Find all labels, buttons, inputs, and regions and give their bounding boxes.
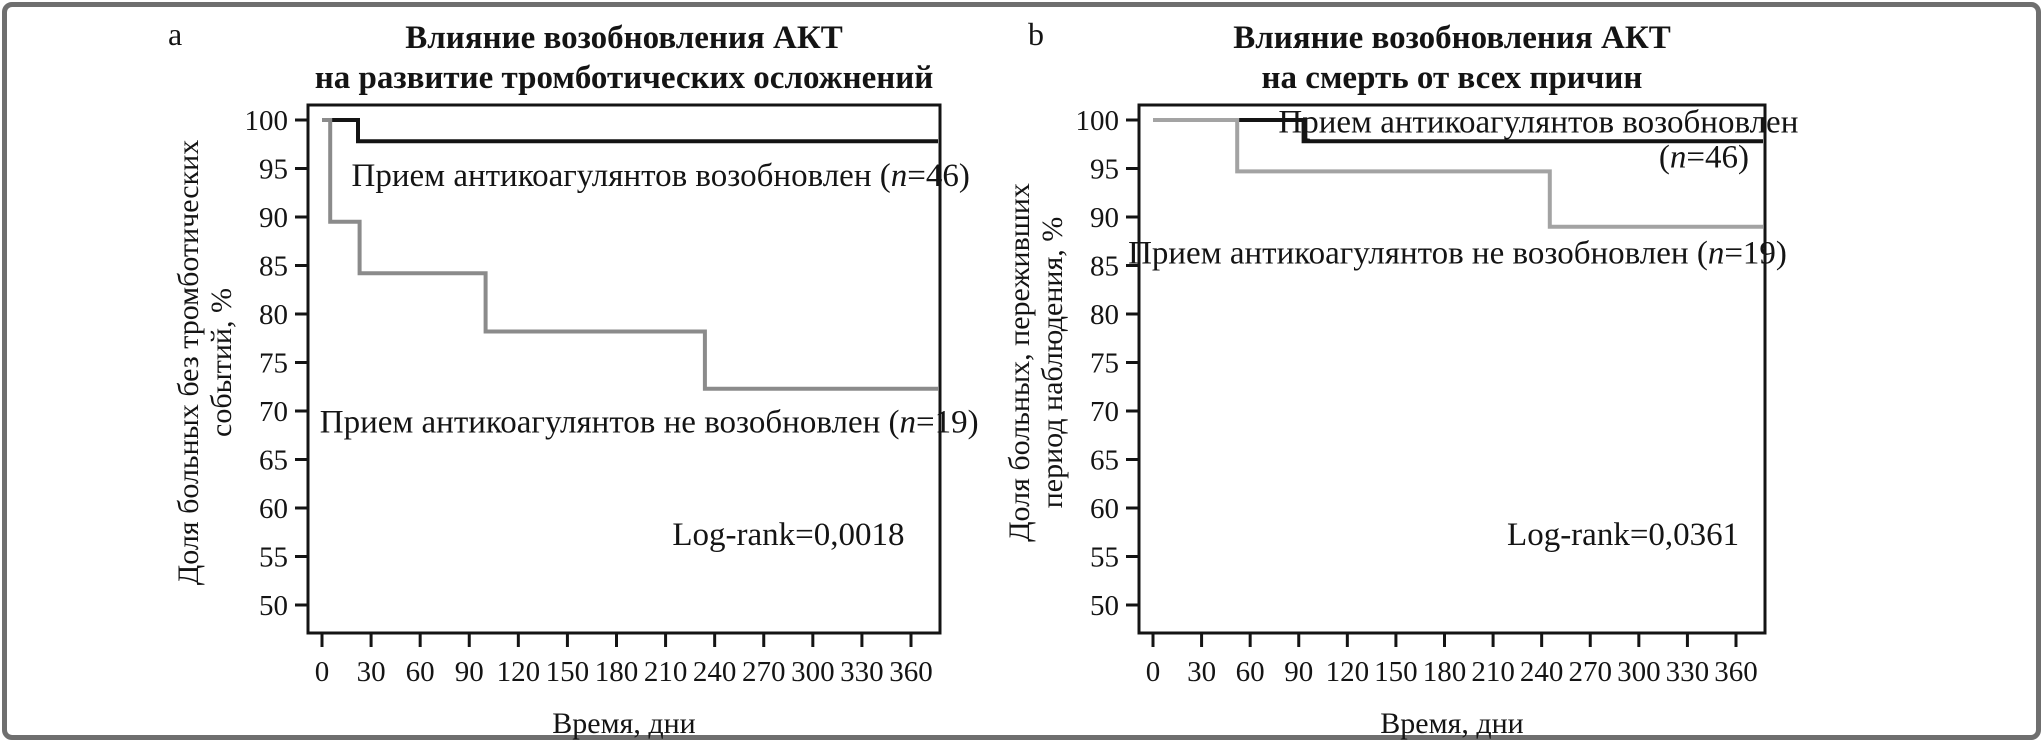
y-tick-label: 100 <box>244 105 288 137</box>
x-tick-label: 270 <box>1568 656 1612 688</box>
y-tick-label: 75 <box>1090 347 1119 380</box>
y-tick-label: 70 <box>259 396 288 428</box>
panel-b-title-line1: Влияние возобновления АКТ <box>1233 20 1671 56</box>
panel-a-title-line1: Влияние возобновления АКТ <box>405 20 843 56</box>
x-tick-label: 30 <box>1187 656 1217 688</box>
x-tick-label: 90 <box>454 656 484 688</box>
x-tick-label: 240 <box>1519 656 1564 688</box>
y-axis-title-line: событий, % <box>205 288 238 437</box>
y-tick-label: 95 <box>259 153 288 186</box>
y-tick-label: 85 <box>1090 250 1119 283</box>
x-tick-label: 120 <box>1325 656 1370 688</box>
y-axis <box>172 105 308 622</box>
x-tick-label: 90 <box>1284 656 1314 688</box>
x-tick-label: 240 <box>692 656 737 688</box>
x-axis-title: Время, дни <box>1380 707 1524 740</box>
x-tick-label: 330 <box>1665 656 1710 688</box>
y-axis-title-line: период наблюдения, % <box>1036 216 1069 509</box>
x-tick-label: 180 <box>594 656 639 688</box>
survival-curve-resumed <box>322 120 938 141</box>
panel-b-title-line2: на смерть от всех причин <box>1261 60 1643 96</box>
y-tick-label: 50 <box>1090 590 1119 622</box>
panel-b-letter: b <box>1028 16 1044 52</box>
series-label-resumed: (n=46) <box>1658 139 1749 176</box>
y-tick-label: 70 <box>1090 396 1119 428</box>
x-tick-label: 120 <box>496 656 541 688</box>
y-tick-label: 60 <box>259 493 288 525</box>
y-tick-label: 65 <box>1090 444 1119 477</box>
panel-a-title-line2: на развитие тромботических осложнений <box>314 60 934 96</box>
logrank-annotation: Log-rank=0,0018 <box>672 516 905 553</box>
x-axis <box>315 633 933 740</box>
series-label-not-resumed: Прием антикоагулянтов не возобновлен (n=19) <box>1128 235 1787 272</box>
panel-a-letter: a <box>168 16 183 52</box>
x-tick-label: 210 <box>1471 656 1515 688</box>
x-tick-label: 360 <box>1714 656 1758 688</box>
y-tick-label: 95 <box>1090 153 1119 186</box>
x-axis <box>1146 633 1758 740</box>
x-tick-label: 210 <box>643 656 688 688</box>
x-tick-label: 150 <box>1374 656 1418 688</box>
y-tick-label: 90 <box>259 202 288 234</box>
x-tick-label: 270 <box>742 656 786 688</box>
series-label-resumed: Прием антикоагулянтов возобновлен <box>1278 104 1799 141</box>
y-tick-label: 60 <box>1090 493 1119 525</box>
y-axis-title-line: Доля больных, переживших <box>1003 183 1036 542</box>
panel-a-plot <box>172 105 979 740</box>
x-axis-title: Время, дни <box>552 707 696 740</box>
y-tick-label: 65 <box>259 444 288 477</box>
y-axis <box>1003 105 1139 622</box>
x-tick-label: 300 <box>1617 656 1661 688</box>
y-tick-label: 80 <box>1090 299 1119 331</box>
panel-b-plot <box>1003 105 1798 740</box>
x-tick-label: 330 <box>840 656 884 688</box>
x-tick-label: 0 <box>314 656 330 688</box>
y-tick-label: 55 <box>1090 541 1119 574</box>
plot-area-border <box>1139 105 1765 633</box>
y-tick-label: 85 <box>259 250 288 283</box>
x-tick-label: 30 <box>356 656 386 688</box>
x-tick-label: 0 <box>1145 656 1161 688</box>
x-tick-label: 150 <box>545 656 590 688</box>
y-tick-label: 55 <box>259 541 288 574</box>
series-label-not-resumed: Прием антикоагулянтов не возобновлен (n=19) <box>319 404 979 441</box>
x-tick-label: 360 <box>889 656 933 688</box>
y-tick-label: 90 <box>1090 202 1119 234</box>
series-label-resumed: Прием антикоагулянтов возобновлен (n=46) <box>351 158 970 194</box>
y-tick-label: 75 <box>259 347 288 380</box>
y-axis-title-line: Доля больных без тромботических <box>172 139 205 586</box>
y-tick-label: 80 <box>259 299 288 331</box>
y-tick-label: 100 <box>1075 105 1119 137</box>
y-tick-label: 50 <box>259 590 288 622</box>
x-tick-label: 60 <box>1235 656 1265 688</box>
x-tick-label: 180 <box>1422 656 1467 688</box>
logrank-annotation: Log-rank=0,0361 <box>1507 516 1740 553</box>
x-tick-label: 300 <box>791 656 835 688</box>
x-tick-label: 60 <box>405 656 435 688</box>
